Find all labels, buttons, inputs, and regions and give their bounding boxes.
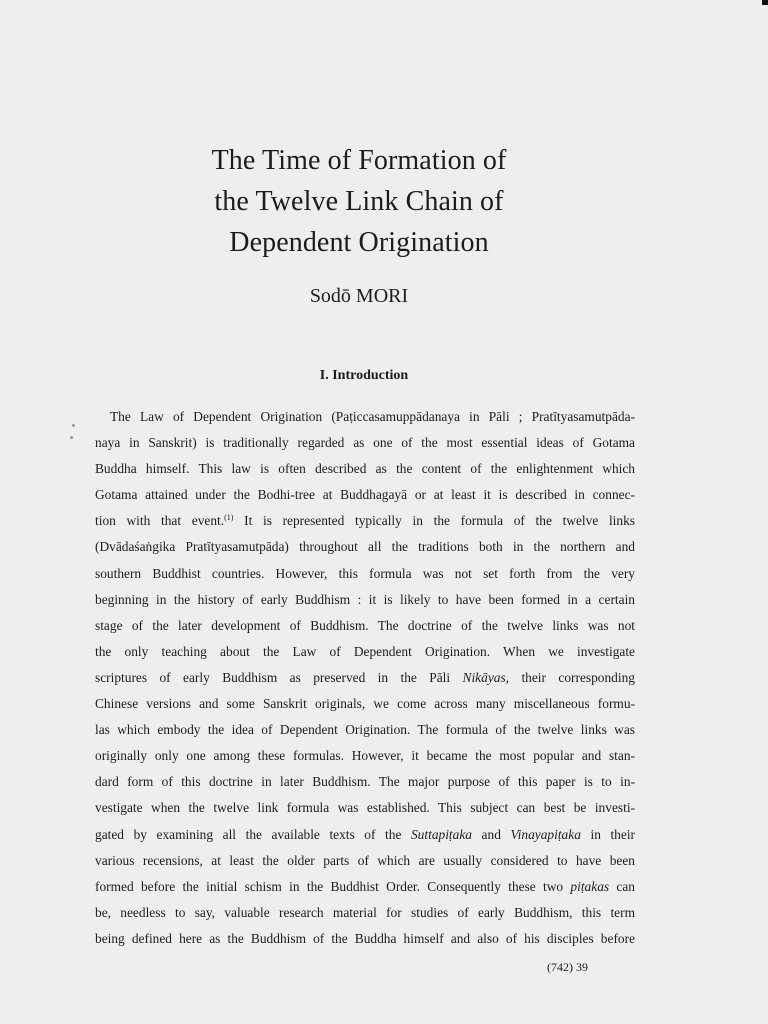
- text-line: Gotama attained under the Bodhi-tree at Buddhagayā or at least it is described in connec-: [95, 487, 635, 503]
- footnote-marker: (1): [224, 513, 234, 523]
- text-line: (Dvādaśaṅgika Pratītyasamutpāda) throughout all the traditions both in the northern and: [95, 539, 635, 555]
- text-line: gated by examining all the available texts of the Suttapiṭaka and Vinayapiṭaka in their: [95, 826, 635, 842]
- introduction-paragraph: [95, 404, 635, 952]
- text-line: various recensions, at least the older parts of which are usually considered to have been: [95, 852, 635, 868]
- title-line: Dependent Origination: [229, 227, 489, 258]
- text-line: formed before the initial schism in the Buddhist Order. Consequently these two piṭakas can: [95, 878, 635, 894]
- text-line: Chinese versions and some Sanskrit originals, we come across many miscellaneous formu-: [95, 696, 635, 712]
- scan-corner-mark: [762, 0, 768, 5]
- text-line: the only teaching about the Law of Dependent Origination. When we investigate: [95, 643, 635, 659]
- text-line: scriptures of early Buddhism as preserved in the Pāli Nikāyas, their corresponding: [95, 669, 635, 685]
- scan-speck: [72, 424, 75, 427]
- text-line: being defined here as the Buddhism of the Buddha himself and also of his disciples before: [95, 930, 635, 946]
- title-line: The Time of Formation of: [211, 145, 507, 176]
- section-heading: I. Introduction: [319, 368, 409, 383]
- text-line: originally only one among these formulas. However, it became the most popular and stan-: [95, 748, 635, 764]
- text-line: stage of the later development of Buddhism. The doctrine of the twelve links was not: [95, 617, 635, 633]
- scan-speck: [70, 436, 73, 439]
- text-line: tion with that event.$^{(1)}$ It is represented typically in the formula of the twelve links: [95, 513, 635, 529]
- paper-title: [0, 140, 768, 263]
- text-line: dard form of this doctrine in later Buddhism. The major purpose of this paper is to in-: [95, 774, 635, 790]
- page-folio: (742) 39: [547, 960, 588, 974]
- author-name: Sodō MORI: [309, 285, 409, 307]
- text-line: The Law of Dependent Origination (Paṭiccasamuppādanaya in Pāli ; Pratītyasamutpāda-: [110, 409, 635, 424]
- text-line: vestigate when the twelve link formula was established. This subject can best be investi-: [95, 800, 635, 816]
- text-line: beginning in the history of early Buddhism : it is likely to have been formed in a certain: [95, 591, 635, 607]
- text-line: naya in Sanskrit) is traditionally regarded as one of the most essential ideas of Gotama: [95, 435, 635, 451]
- text-line: be, needless to say, valuable research material for studies of early Buddhism, this term: [95, 904, 635, 920]
- text-line: Buddha himself. This law is often described as the content of the enlightenment which: [95, 461, 635, 477]
- text-line: las which embody the idea of Dependent Origination. The formula of the twelve links was: [95, 722, 635, 738]
- text-line: southern Buddhist countries. However, this formula was not set forth from the very: [95, 565, 635, 581]
- title-line: the Twelve Link Chain of: [214, 186, 504, 217]
